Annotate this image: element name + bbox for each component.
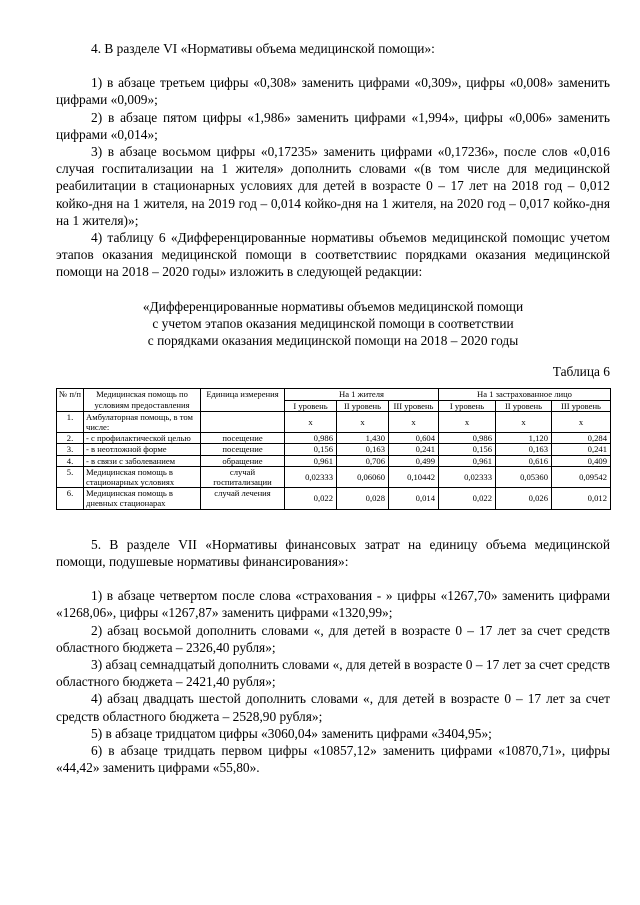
section-4-heading: 4. В разделе VI «Нормативы объема медицинской помощи»: [91,41,435,56]
table-label: Таблица 6 [552,364,610,380]
row-num: 5. [57,466,84,487]
table-row [57,433,611,444]
row-unit: случай лечения [201,488,285,509]
row-num: 1. [57,411,84,432]
row-value: 0,409 [552,455,611,466]
row-value: 0,961 [285,455,337,466]
header-unit: Единица измерения [201,389,285,411]
row-num: 2. [57,433,84,444]
row-value: 0,05360 [496,466,552,487]
row-value: 0,616 [496,455,552,466]
table-row [57,455,611,466]
row-value: 0,163 [496,444,552,455]
row-value: 0,014 [389,488,439,509]
row-value: 0,284 [552,433,611,444]
header-level: I уровень [285,400,337,411]
header-per-resident: На 1 жителя [285,389,439,400]
row-value: 0,241 [552,444,611,455]
section-4-item-2: 2) в абзаце пятом цифры «1,986» заменить цифрами «1,994», цифры «0,006» заменить цифрами «0,014»; [56,109,610,142]
section-4-item-3: 3) в абзаце восьмом цифры «0,17235» заменить цифрами «0,17236», после слов «0,016 случая госпитализации на 1 жителя» дополнить словами «(в том числе для медицинской реабилитации в стационарных условиях для детей в возрасте 0 – 17 лет на 2018 год – 0,012 койко-дня на 1 жителя, на 2019 год – 0,014 койко-дня на 1 жителя, на 2020 год – 0,017 койко-дня на 1 жителя)»; [56,144,610,228]
row-num: 4. [57,455,84,466]
header-num: № п/п [57,389,84,411]
table-row [57,444,611,455]
row-unit: случай госпитализации [201,466,285,487]
section-5-item-5: 5) в абзаце тридцатом цифры «3060,04» заменить цифрами «3404,95»; [91,725,492,741]
header-level: II уровень [337,400,389,411]
row-value: 0,02333 [285,466,337,487]
row-value: 0,026 [496,488,552,509]
table-title-line-3: с порядками оказания медицинской помощи на 2018 – 2020 годы [147,333,519,349]
row-value: 0,156 [285,444,337,455]
row-value: 0,156 [439,444,496,455]
row-value: 0,604 [389,433,439,444]
normatives-table [56,388,611,509]
row-value: 1,430 [337,433,389,444]
row-value: 0,028 [337,488,389,509]
section-5-item-1: 1) в абзаце четвертом после слова «страхования - » цифры «1267,70» заменить цифрами «1268,06», цифры «1267,87» заменить цифрами «1320,99»; [56,588,610,621]
row-unit: посещение [201,433,285,444]
table-title-line-1: «Дифференцированные нормативы объемов медицинской помощи [142,298,524,314]
row-name: Медицинская помощь в дневных стационарах [84,488,201,509]
header-level: III уровень [552,400,611,411]
section-5-item-3: 3) абзац семнадцатый дополнить словами «, для детей в возрасте 0 – 17 лет за счет средств областного бюджета – 2421,40 рубля»; [56,656,610,690]
section-5-item-6: 6) в абзаце тридцать первом цифры «10857,12» заменить цифрами «10870,71», цифры «44,42» заменить цифрами «55,80». [56,742,610,776]
row-value: 0,163 [337,444,389,455]
row-name: - в связи с заболеванием [84,455,201,466]
section-5-item-2: 2) абзац восьмой дополнить словами «, для детей в возрасте 0 – 17 лет за счет средств областного бюджета – 2326,40 рубля»; [56,622,610,655]
header-care: Медицинская помощь по условиям предоставления [84,389,201,411]
section-4-item-4: 4) таблицу 6 «Дифференцированные нормативы объемов медицинской помощис учетом этапов оказания медицинской помощи в соответствиис порядками оказания медицинской помощи на 2018 – 2020 годы» изложить в следующей редакции: [56,230,610,280]
row-value: 0,706 [337,455,389,466]
row-value: х [285,411,337,432]
header-level: III уровень [389,400,439,411]
table-row [57,466,611,487]
table-row [57,411,611,432]
row-value: 0,961 [439,455,496,466]
row-name: - с профилактической целью [84,433,201,444]
row-value: 0,022 [285,488,337,509]
row-value: 0,06060 [337,466,389,487]
row-name: - в неотложной форме [84,444,201,455]
row-value: х [389,411,439,432]
row-unit [201,411,285,432]
row-value: 0,986 [439,433,496,444]
row-value: х [337,411,389,432]
row-value: 0,241 [389,444,439,455]
table-row [57,488,611,509]
row-unit: обращение [201,455,285,466]
row-value: 0,022 [439,488,496,509]
row-value: 0,986 [285,433,337,444]
row-value: х [439,411,496,432]
row-num: 3. [57,444,84,455]
row-value: х [552,411,611,432]
row-name: Амбулаторная помощь, в том числе: [84,411,201,432]
header-level: I уровень [439,400,496,411]
table-title-line-2: с учетом этапов оказания медицинской помощи в соответствии [152,315,514,331]
row-value: х [496,411,552,432]
row-value: 1,120 [496,433,552,444]
header-level: II уровень [496,400,552,411]
section-5-item-4: 4) абзац двадцать шестой дополнить словами «, для детей в возрасте 0 – 17 лет за счет средств областного бюджета – 2528,90 рубля»; [56,691,610,724]
row-value: 0,09542 [552,466,611,487]
section-4-item-1: 1) в абзаце третьем цифры «0,308» заменить цифрами «0,309», цифры «0,008» заменить цифрами «0,009»; [56,75,610,108]
row-value: 0,012 [552,488,611,509]
row-name: Медицинская помощь в стационарных условиях [84,466,201,487]
document-page [56,40,610,776]
row-value: 0,10442 [389,466,439,487]
row-num: 6. [57,488,84,509]
row-unit: посещение [201,444,285,455]
row-value: 0,499 [389,455,439,466]
row-value: 0,02333 [439,466,496,487]
header-per-insured: На 1 застрахованное лицо [439,389,611,400]
section-5-heading: 5. В разделе VII «Нормативы финансовых затрат на единицу объема медицинской помощи, подушевые нормативы финансирования»: [56,536,610,569]
